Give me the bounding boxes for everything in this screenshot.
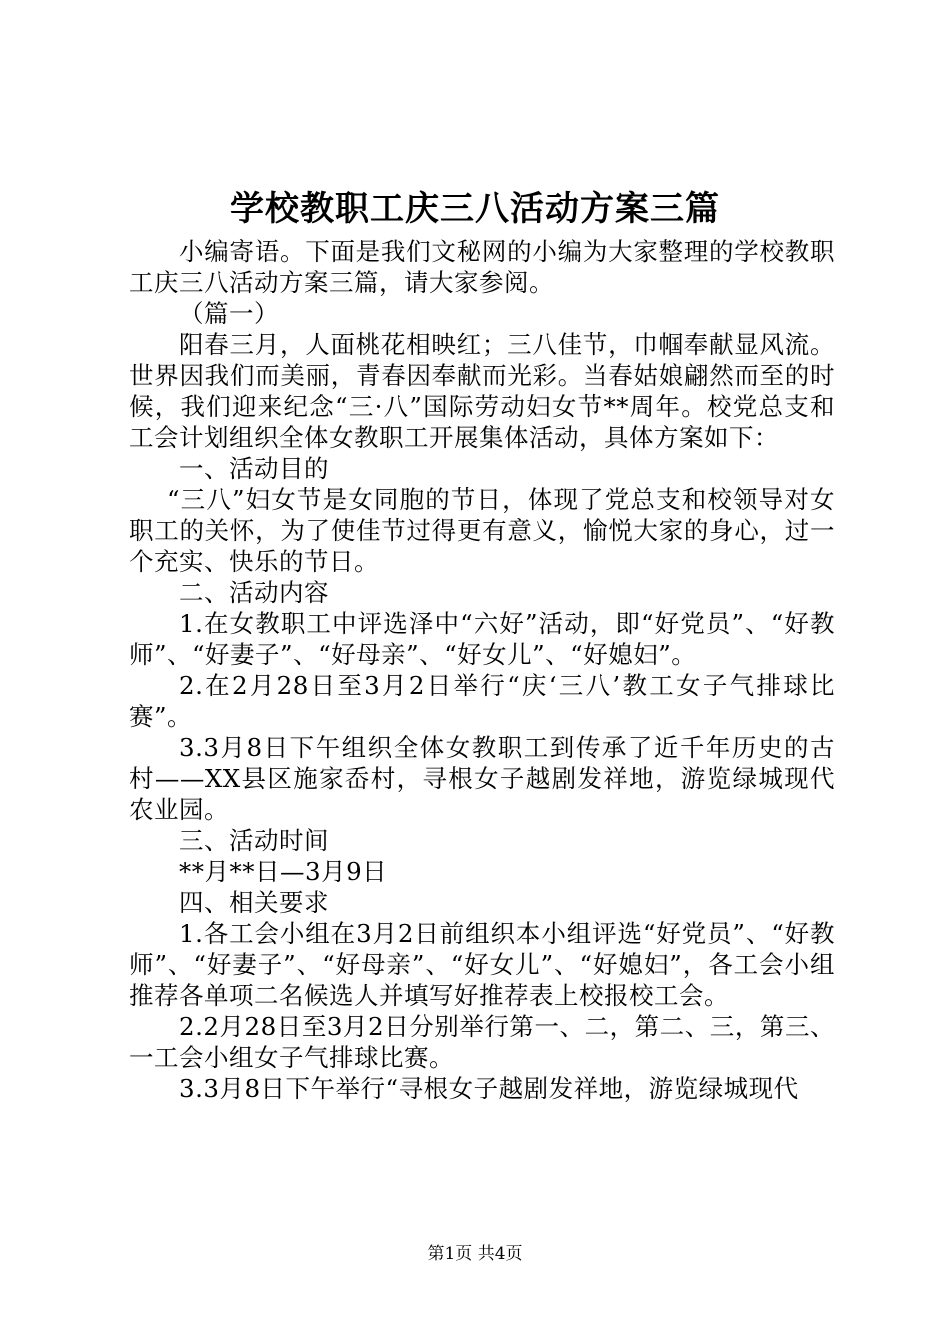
content-item-3: 3.3月8日下午组织全体女教职工到传承了近千年历史的古村——XX县区施家岙村，寻根女子越剧发祥地，游览绿城现代农业园。 — [129, 733, 835, 824]
heading-activity-purpose: 一、活动目的 — [179, 454, 329, 483]
content-item-2: 2.在2月28日至3月2日举行“庆‘三八’教工女子气排球比赛”。 — [129, 671, 835, 731]
activity-time-value: **月**日—3月9日 — [179, 857, 388, 886]
document-title: 学校教职工庆三八活动方案三篇 — [230, 189, 720, 229]
opening-paragraph: 阳春三月，人面桃花相映红；三八佳节，巾帼奉献显风流。世界因我们而美丽，青春因奉献而光彩。当春姑娘翩然而至的时候，我们迎来纪念“三·八”国际劳动妇女节**周年。校党总支和工会计划组织全体女教职工开展集体活动，具体方案如下： — [129, 330, 835, 452]
intro-paragraph: 小编寄语。下面是我们文秘网的小编为大家整理的学校教职工庆三八活动方案三篇，请大家参阅。 — [129, 237, 835, 297]
section-label-part-one: （篇一） — [179, 299, 279, 328]
document-body — [129, 236, 835, 1104]
requirement-item-1: 1.各工会小组在3月2日前组织本小组评选“好党员”、“好教师”、“好妻子”、“好母亲”、“好女儿”、“好媳妇”，各工会小组推荐各单项二名候选人并填写好推荐表上校报校工会。 — [129, 919, 835, 1010]
heading-activity-content: 二、活动内容 — [179, 578, 329, 607]
content-item-1: 1.在女教职工中评选泽中“六好”活动，即“好党员”、“好教师”、“好妻子”、“好母亲”、“好女儿”、“好媳妇”。 — [129, 609, 835, 669]
heading-requirements: 四、相关要求 — [179, 888, 329, 917]
page-number-footer: 第1页 共4页 — [427, 1244, 523, 1264]
purpose-paragraph: “三八”妇女节是女同胞的节日，体现了党总支和校领导对女职工的关怀，为了使佳节过得更有意义，愉悦大家的身心，过一个充实、快乐的节日。 — [129, 485, 835, 576]
heading-activity-time: 三、活动时间 — [179, 826, 329, 855]
requirement-item-2: 2.2月28日至3月2日分别举行第一、二，第二、三，第三、一工会小组女子气排球比赛。 — [129, 1012, 835, 1072]
requirement-item-3: 3.3月8日下午举行“寻根女子越剧发祥地，游览绿城现代 — [179, 1074, 799, 1103]
